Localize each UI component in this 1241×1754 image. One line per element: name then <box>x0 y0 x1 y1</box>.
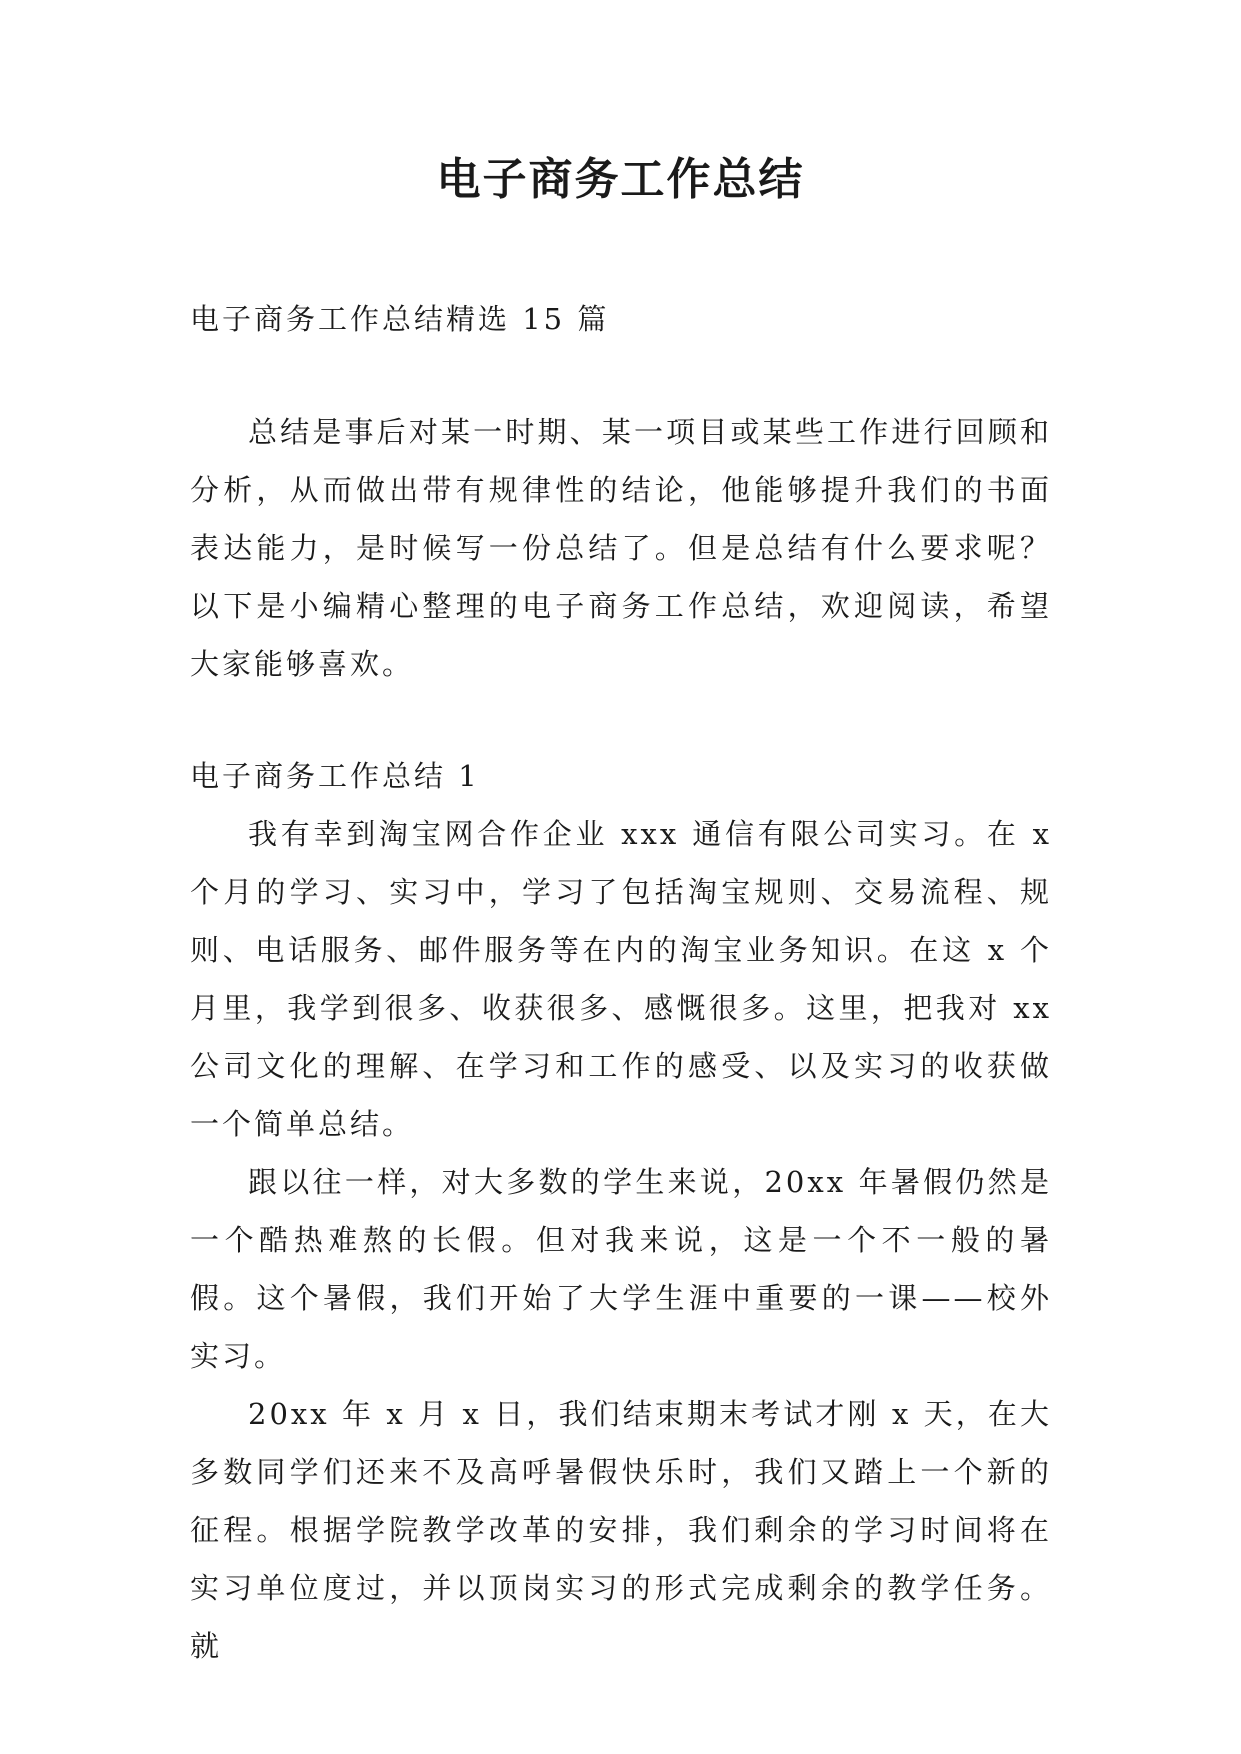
section-1-paragraph-1: 我有幸到淘宝网合作企业 xxx 通信有限公司实习。在 x 个月的学习、实习中，学习了包括淘宝规则、交易流程、规则、电话服务、邮件服务等在内的淘宝业务知识。在这 x 个月里，我学到很多、收获很多、感慨很多。这里，把我对 xx 公司文化的理解、在学习和工作的感受、以及实习的收获做一个简单总结。 <box>190 817 1052 1141</box>
section-1-body <box>190 805 1052 1675</box>
section-1-paragraph-2: 跟以往一样，对大多数的学生来说，20xx 年暑假仍然是一个酷热难熬的长假。但对我来说，这是一个不一般的暑假。这个暑假，我们开始了大学生涯中重要的一课——校外实习。 <box>190 1165 1052 1373</box>
section-1-paragraph-3: 20xx 年 x 月 x 日，我们结束期末考试才刚 x 天，在大多数同学们还来不及高呼暑假快乐时，我们又踏上一个新的征程。根据学院教学改革的安排，我们剩余的学习时间将在实习单位度过，并以顶岗实习的形式完成剩余的教学任务。就 <box>190 1397 1052 1663</box>
section-1-heading: 电子商务工作总结 1 <box>190 759 480 793</box>
document-subtitle: 电子商务工作总结精选 15 篇 <box>190 302 610 336</box>
document-title: 电子商务工作总结 <box>436 154 805 205</box>
intro-paragraph: 总结是事后对某一时期、某一项目或某些工作进行回顾和分析，从而做出带有规律性的结论，他能够提升我们的书面表达能力，是时候写一份总结了。但是总结有什么要求呢？以下是小编精心整理的电子商务工作总结，欢迎阅读，希望大家能够喜欢。 <box>190 415 1052 681</box>
